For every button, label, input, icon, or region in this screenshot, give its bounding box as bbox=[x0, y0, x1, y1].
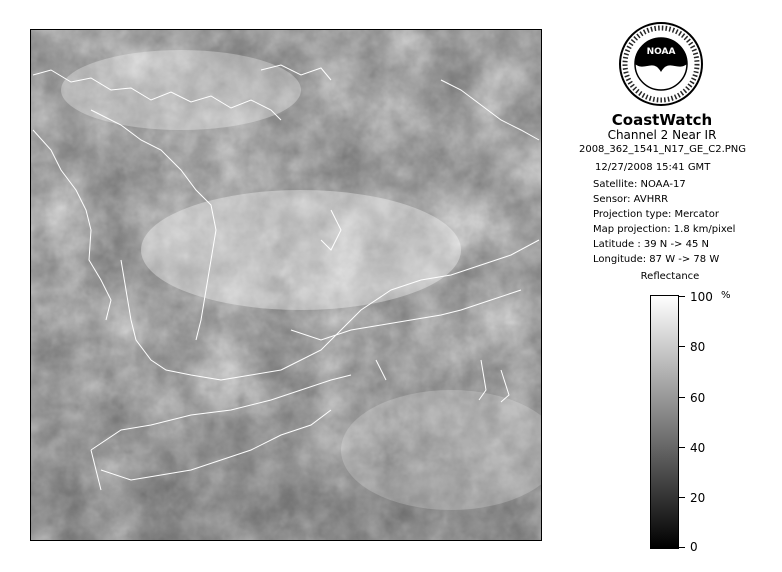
legend-tick-label: 80 bbox=[690, 340, 706, 354]
sensor-label: Sensor: AVHRR bbox=[593, 194, 669, 205]
filename-label: 2008_362_1541_N17_GE_C2.PNG bbox=[578, 144, 747, 155]
legend-tick-label: 0 bbox=[690, 540, 698, 554]
cloud-imagery bbox=[31, 30, 541, 540]
projection-type-label: Projection type: Mercator bbox=[593, 209, 719, 220]
legend-tick-label: 20 bbox=[690, 491, 706, 505]
latitude-label: Latitude : 39 N -> 45 N bbox=[593, 239, 709, 250]
longitude-label: Longitude: 87 W -> 78 W bbox=[593, 254, 720, 265]
legend-title: Reflectance bbox=[640, 271, 700, 282]
legend-tick bbox=[679, 346, 685, 347]
noaa-logo bbox=[619, 22, 703, 106]
brand-title: CoastWatch bbox=[611, 111, 713, 129]
reflectance-colorbar bbox=[650, 295, 679, 549]
map-projection-label: Map projection: 1.8 km/pixel bbox=[593, 224, 736, 235]
channel-label: Channel 2 Near IR bbox=[607, 128, 717, 142]
logo-text: NOAA bbox=[646, 47, 676, 57]
satellite-image bbox=[30, 29, 542, 541]
legend-tick bbox=[679, 447, 685, 448]
legend-unit: % bbox=[721, 290, 731, 301]
legend-tick bbox=[679, 296, 685, 297]
legend-tick bbox=[679, 497, 685, 498]
datetime-label: 12/27/2008 15:41 GMT bbox=[595, 162, 711, 173]
legend-tick bbox=[679, 547, 685, 548]
legend-tick-label: 100 bbox=[690, 290, 713, 304]
legend-tick bbox=[679, 397, 685, 398]
satellite-label: Satellite: NOAA-17 bbox=[593, 179, 686, 190]
legend-tick-label: 60 bbox=[690, 391, 706, 405]
legend-tick-label: 40 bbox=[690, 441, 706, 455]
